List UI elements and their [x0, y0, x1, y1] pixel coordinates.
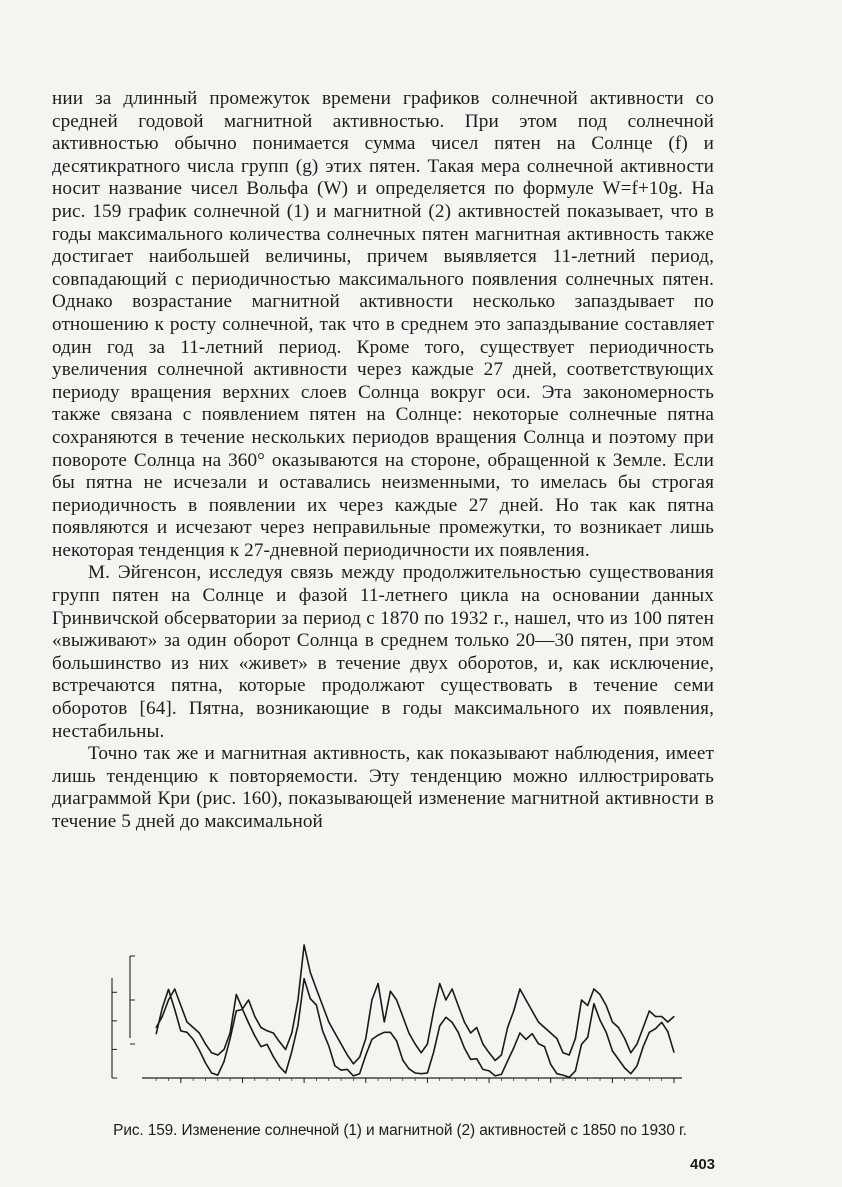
- series-2-point: [599, 994, 600, 995]
- series-2-point: [464, 1021, 465, 1022]
- series-2-point: [316, 988, 317, 989]
- series-1-point: [217, 1075, 218, 1076]
- series-2-point: [168, 999, 169, 1000]
- series-2-point: [211, 1052, 212, 1053]
- series-2-point: [365, 1038, 366, 1039]
- series-2-point: [199, 1032, 200, 1033]
- series-2-point: [501, 1054, 502, 1055]
- series-1-point: [162, 1007, 163, 1008]
- series-1-point: [402, 1060, 403, 1061]
- series-1-point: [593, 1003, 594, 1004]
- body-text: [52, 88, 714, 834]
- series-1-point: [180, 1030, 181, 1031]
- series-2-point: [285, 1049, 286, 1050]
- series-1-point: [482, 1069, 483, 1070]
- series-1-point: [260, 1046, 261, 1047]
- series-1-point: [575, 1070, 576, 1071]
- series-2-point: [445, 999, 446, 1000]
- series-1-point: [267, 1044, 268, 1045]
- series-1-point: [390, 1032, 391, 1033]
- series-2-point: [267, 1030, 268, 1031]
- series-1-point: [618, 1059, 619, 1060]
- series-2-point: [482, 1043, 483, 1044]
- series-1-point: [347, 1069, 348, 1070]
- series-2-point: [587, 1005, 588, 1006]
- series-1-point: [458, 1032, 459, 1033]
- series-1-point: [254, 1035, 255, 1036]
- series-2-point: [279, 1041, 280, 1042]
- series-1-point: [569, 1077, 570, 1078]
- series-2-point: [254, 1016, 255, 1017]
- series-2-point: [488, 1052, 489, 1053]
- series-1-point: [451, 1022, 452, 1023]
- series-1-point: [562, 1075, 563, 1076]
- series-1-point: [328, 1045, 329, 1046]
- series-1-point: [205, 1062, 206, 1063]
- series-1-point: [427, 1072, 428, 1073]
- series-2-point: [230, 1032, 231, 1033]
- series-1-point: [532, 1033, 533, 1034]
- series-2-point: [396, 999, 397, 1000]
- series-1-point: [211, 1072, 212, 1073]
- paragraph-2: М. Эйгенсон, исследуя связь между продолжительностью существования групп пятен на Солнце и фазой 11-летнего цикла на основании данных Гринвичской обсерватории за период с 1870 по 1932 г., нашел, что из 100 пятен «выживают» за один оборот Солнца в среднем только 20—30 пятен, при этом большинство из них «живет» в течение двух оборотов, и, как исключение, встречаются пятна, которые продолжают существовать в течение семи оборотов [64]. Пятна, возникающие в годы максимального их появления, нестабильны.: [52, 562, 714, 742]
- series-2-point: [525, 999, 526, 1000]
- series-2-point: [156, 1027, 157, 1028]
- series-2-point: [470, 1032, 471, 1033]
- series-2-point: [408, 1032, 409, 1033]
- series-2-point: [359, 1057, 360, 1058]
- series-1-point: [291, 1051, 292, 1052]
- series-2-point: [593, 988, 594, 989]
- series-1-point: [488, 1070, 489, 1071]
- series-1-point: [538, 1043, 539, 1044]
- series-1-point: [396, 1040, 397, 1041]
- series-2-point: [180, 1005, 181, 1006]
- series-1-point: [223, 1061, 224, 1062]
- series-1-point: [439, 1025, 440, 1026]
- series-1-point: [341, 1070, 342, 1071]
- series-2-point: [433, 1010, 434, 1011]
- series-1-point: [359, 1073, 360, 1074]
- series-1-point: [408, 1068, 409, 1069]
- series-1-point: [421, 1073, 422, 1074]
- series-1-point: [297, 1025, 298, 1026]
- series-1-point: [304, 978, 305, 979]
- series-2-point: [513, 1010, 514, 1011]
- series-1-point: [519, 1032, 520, 1033]
- series-2-point: [291, 1032, 292, 1033]
- series-2-point: [562, 1052, 563, 1053]
- series-2-point: [248, 999, 249, 1000]
- series-1-point: [193, 1039, 194, 1040]
- series-1-point: [661, 1022, 662, 1023]
- series-1-point: [606, 1032, 607, 1033]
- series-2-point: [636, 1043, 637, 1044]
- series-2-point: [347, 1054, 348, 1055]
- series-1-point: [445, 1017, 446, 1018]
- series-2-point: [606, 1005, 607, 1006]
- series-2-point: [532, 1010, 533, 1011]
- series-1-point: [544, 1046, 545, 1047]
- series-1-point: [279, 1066, 280, 1067]
- paragraph-1: нии за длинный промежуток времени графиков солнечной активности со средней годовой магнитной активностью. При этом под солнечной активностью обычно понимается сумма чисел пятен на Солнце (f) и десятикратного числа групп (g) этих пятен. Такая мера солнечной активности носит название чисел Вольфа (W) и определяется по формуле W=f+10g. На рис. 159 график солнечной (1) и магнитной (2) активностей показывает, что в годы максимального количества солнечных пятен магнитная активность также достигает наибольшей величины, причем выявляется 11-летний период, совпадающий с периодичностью максимального появления солнечных пятен. Однако возрастание магнитной активности несколько запаздывает по отношению к росту солнечной, так что в среднем это запаздывание составляет один год за 11-летний период. Кроме того, существует периодичность увеличения солнечной активности через каждые 27 дней, соответствующих периоду вращения верхних слоев Солнца вокруг оси. Эта закономерность также связана с появлением пятен на Солнце: некоторые солнечные пятна сохраняются в течение нескольких периодов вращения Солнца и поэтому при повороте Солнца на 360° оказываются на стороне, обращенной к Земле. Если бы пятна не исчезали и оставались неизменными, то имелась бы строгая периодичность в появлении их через каждые 27 дней. Но так как пятна появляются и исчезают через неправильные промежутки, то возникает лишь некоторая тенденция к 27-дневной периодичности их появления.: [52, 88, 714, 561]
- series-1-point: [513, 1047, 514, 1048]
- series-1-point: [285, 1072, 286, 1073]
- series-1-point: [414, 1072, 415, 1073]
- series-2-point: [193, 1027, 194, 1028]
- series-1-point: [199, 1050, 200, 1051]
- series-2-point: [334, 1032, 335, 1033]
- series-1-point: [464, 1047, 465, 1048]
- series-2-point: [495, 1060, 496, 1061]
- solar-magnetic-activity-chart: [90, 938, 710, 1108]
- series-1-point: [470, 1059, 471, 1060]
- series-2-point: [612, 1021, 613, 1022]
- series-2-point: [575, 1038, 576, 1039]
- series-2-point: [476, 1027, 477, 1028]
- series-1-point: [624, 1067, 625, 1068]
- series-2-line: [156, 945, 674, 1064]
- series-2-point: [581, 999, 582, 1000]
- series-1-point: [433, 1052, 434, 1053]
- series-2-point: [384, 1021, 385, 1022]
- series-2-point: [544, 1027, 545, 1028]
- series-2-point: [341, 1043, 342, 1044]
- series-2-point: [427, 1043, 428, 1044]
- series-1-point: [316, 1005, 317, 1006]
- series-2-point: [458, 1005, 459, 1006]
- series-1-point: [384, 1032, 385, 1033]
- series-2-point: [297, 999, 298, 1000]
- series-2-point: [310, 972, 311, 973]
- series-2-point: [328, 1021, 329, 1022]
- series-2-point: [402, 1016, 403, 1017]
- series-1-point: [273, 1056, 274, 1057]
- series-1-point: [630, 1073, 631, 1074]
- series-2-point: [661, 1016, 662, 1017]
- series-2-point: [507, 1027, 508, 1028]
- series-1-point: [649, 1032, 650, 1033]
- series-1-point: [168, 989, 169, 990]
- paragraph-3: Точно так же и магнитная активность, как показывают наблюдения, имеет лишь тенденцию к повторяемости. Эту тенденцию можно иллюстрировать диаграммой Кри (рис. 160), показывающей изменение магнитной активности в течение 5 дней до максимальной: [52, 743, 714, 832]
- series-2-point: [655, 1016, 656, 1017]
- series-1-point: [636, 1065, 637, 1066]
- series-1-point: [476, 1058, 477, 1059]
- series-2-point: [414, 1043, 415, 1044]
- figure-159: [90, 938, 710, 1108]
- series-1-point: [507, 1060, 508, 1061]
- series-1-point: [334, 1065, 335, 1066]
- series-2-point: [421, 1052, 422, 1053]
- series-1-point: [643, 1046, 644, 1047]
- series-1-point: [322, 1030, 323, 1031]
- series-1-point: [310, 998, 311, 999]
- series-1-point: [495, 1075, 496, 1076]
- figure-caption: Рис. 159. Изменение солнечной (1) и магнитной (2) активностей с 1850 по 1930 г.: [113, 1122, 687, 1139]
- series-2-point: [673, 1016, 674, 1017]
- series-1-point: [353, 1075, 354, 1076]
- series-1-point: [174, 1009, 175, 1010]
- series-1-point: [365, 1055, 366, 1056]
- series-2-point: [242, 1008, 243, 1009]
- series-1-point: [377, 1035, 378, 1036]
- series-2-point: [649, 1010, 650, 1011]
- series-1-point: [673, 1052, 674, 1053]
- series-2-point: [260, 1027, 261, 1028]
- series-1-point: [501, 1074, 502, 1075]
- series-1-point: [248, 1022, 249, 1023]
- series-2-point: [624, 1038, 625, 1039]
- series-2-point: [186, 1021, 187, 1022]
- series-1-point: [550, 1064, 551, 1065]
- series-2-point: [569, 1054, 570, 1055]
- series-2-point: [556, 1038, 557, 1039]
- series-2-point: [377, 983, 378, 984]
- series-1-point: [612, 1050, 613, 1051]
- series-2-point: [538, 1021, 539, 1022]
- series-1-point: [556, 1073, 557, 1074]
- series-2-point: [451, 988, 452, 989]
- series-1-point: [371, 1039, 372, 1040]
- series-2-point: [630, 1052, 631, 1053]
- series-1-point: [186, 1032, 187, 1033]
- series-1-point: [525, 1039, 526, 1040]
- series-2-point: [304, 944, 305, 945]
- series-2-point: [322, 1005, 323, 1006]
- series-2-point: [217, 1054, 218, 1055]
- series-2-point: [174, 988, 175, 989]
- series-2-point: [273, 1032, 274, 1033]
- series-1-point: [236, 1010, 237, 1011]
- series-2-point: [353, 1063, 354, 1064]
- series-2-point: [519, 988, 520, 989]
- series-2-point: [439, 983, 440, 984]
- series-2-point: [236, 994, 237, 995]
- series-2-point: [162, 1016, 163, 1017]
- series-1-point: [581, 1044, 582, 1045]
- page-number: 403: [690, 1156, 716, 1173]
- series-2-point: [643, 1027, 644, 1028]
- series-2-point: [371, 999, 372, 1000]
- series-1-point: [599, 1020, 600, 1021]
- series-2-point: [205, 1043, 206, 1044]
- series-2-point: [667, 1021, 668, 1022]
- series-1-line: [156, 979, 674, 1078]
- series-2-point: [550, 1032, 551, 1033]
- series-1-point: [587, 1037, 588, 1038]
- series-2-point: [390, 991, 391, 992]
- series-2-point: [223, 1049, 224, 1050]
- series-1-point: [655, 1028, 656, 1029]
- series-1-point: [667, 1031, 668, 1032]
- series-2-point: [618, 1027, 619, 1028]
- series-1-point: [156, 1033, 157, 1034]
- series-1-point: [230, 1038, 231, 1039]
